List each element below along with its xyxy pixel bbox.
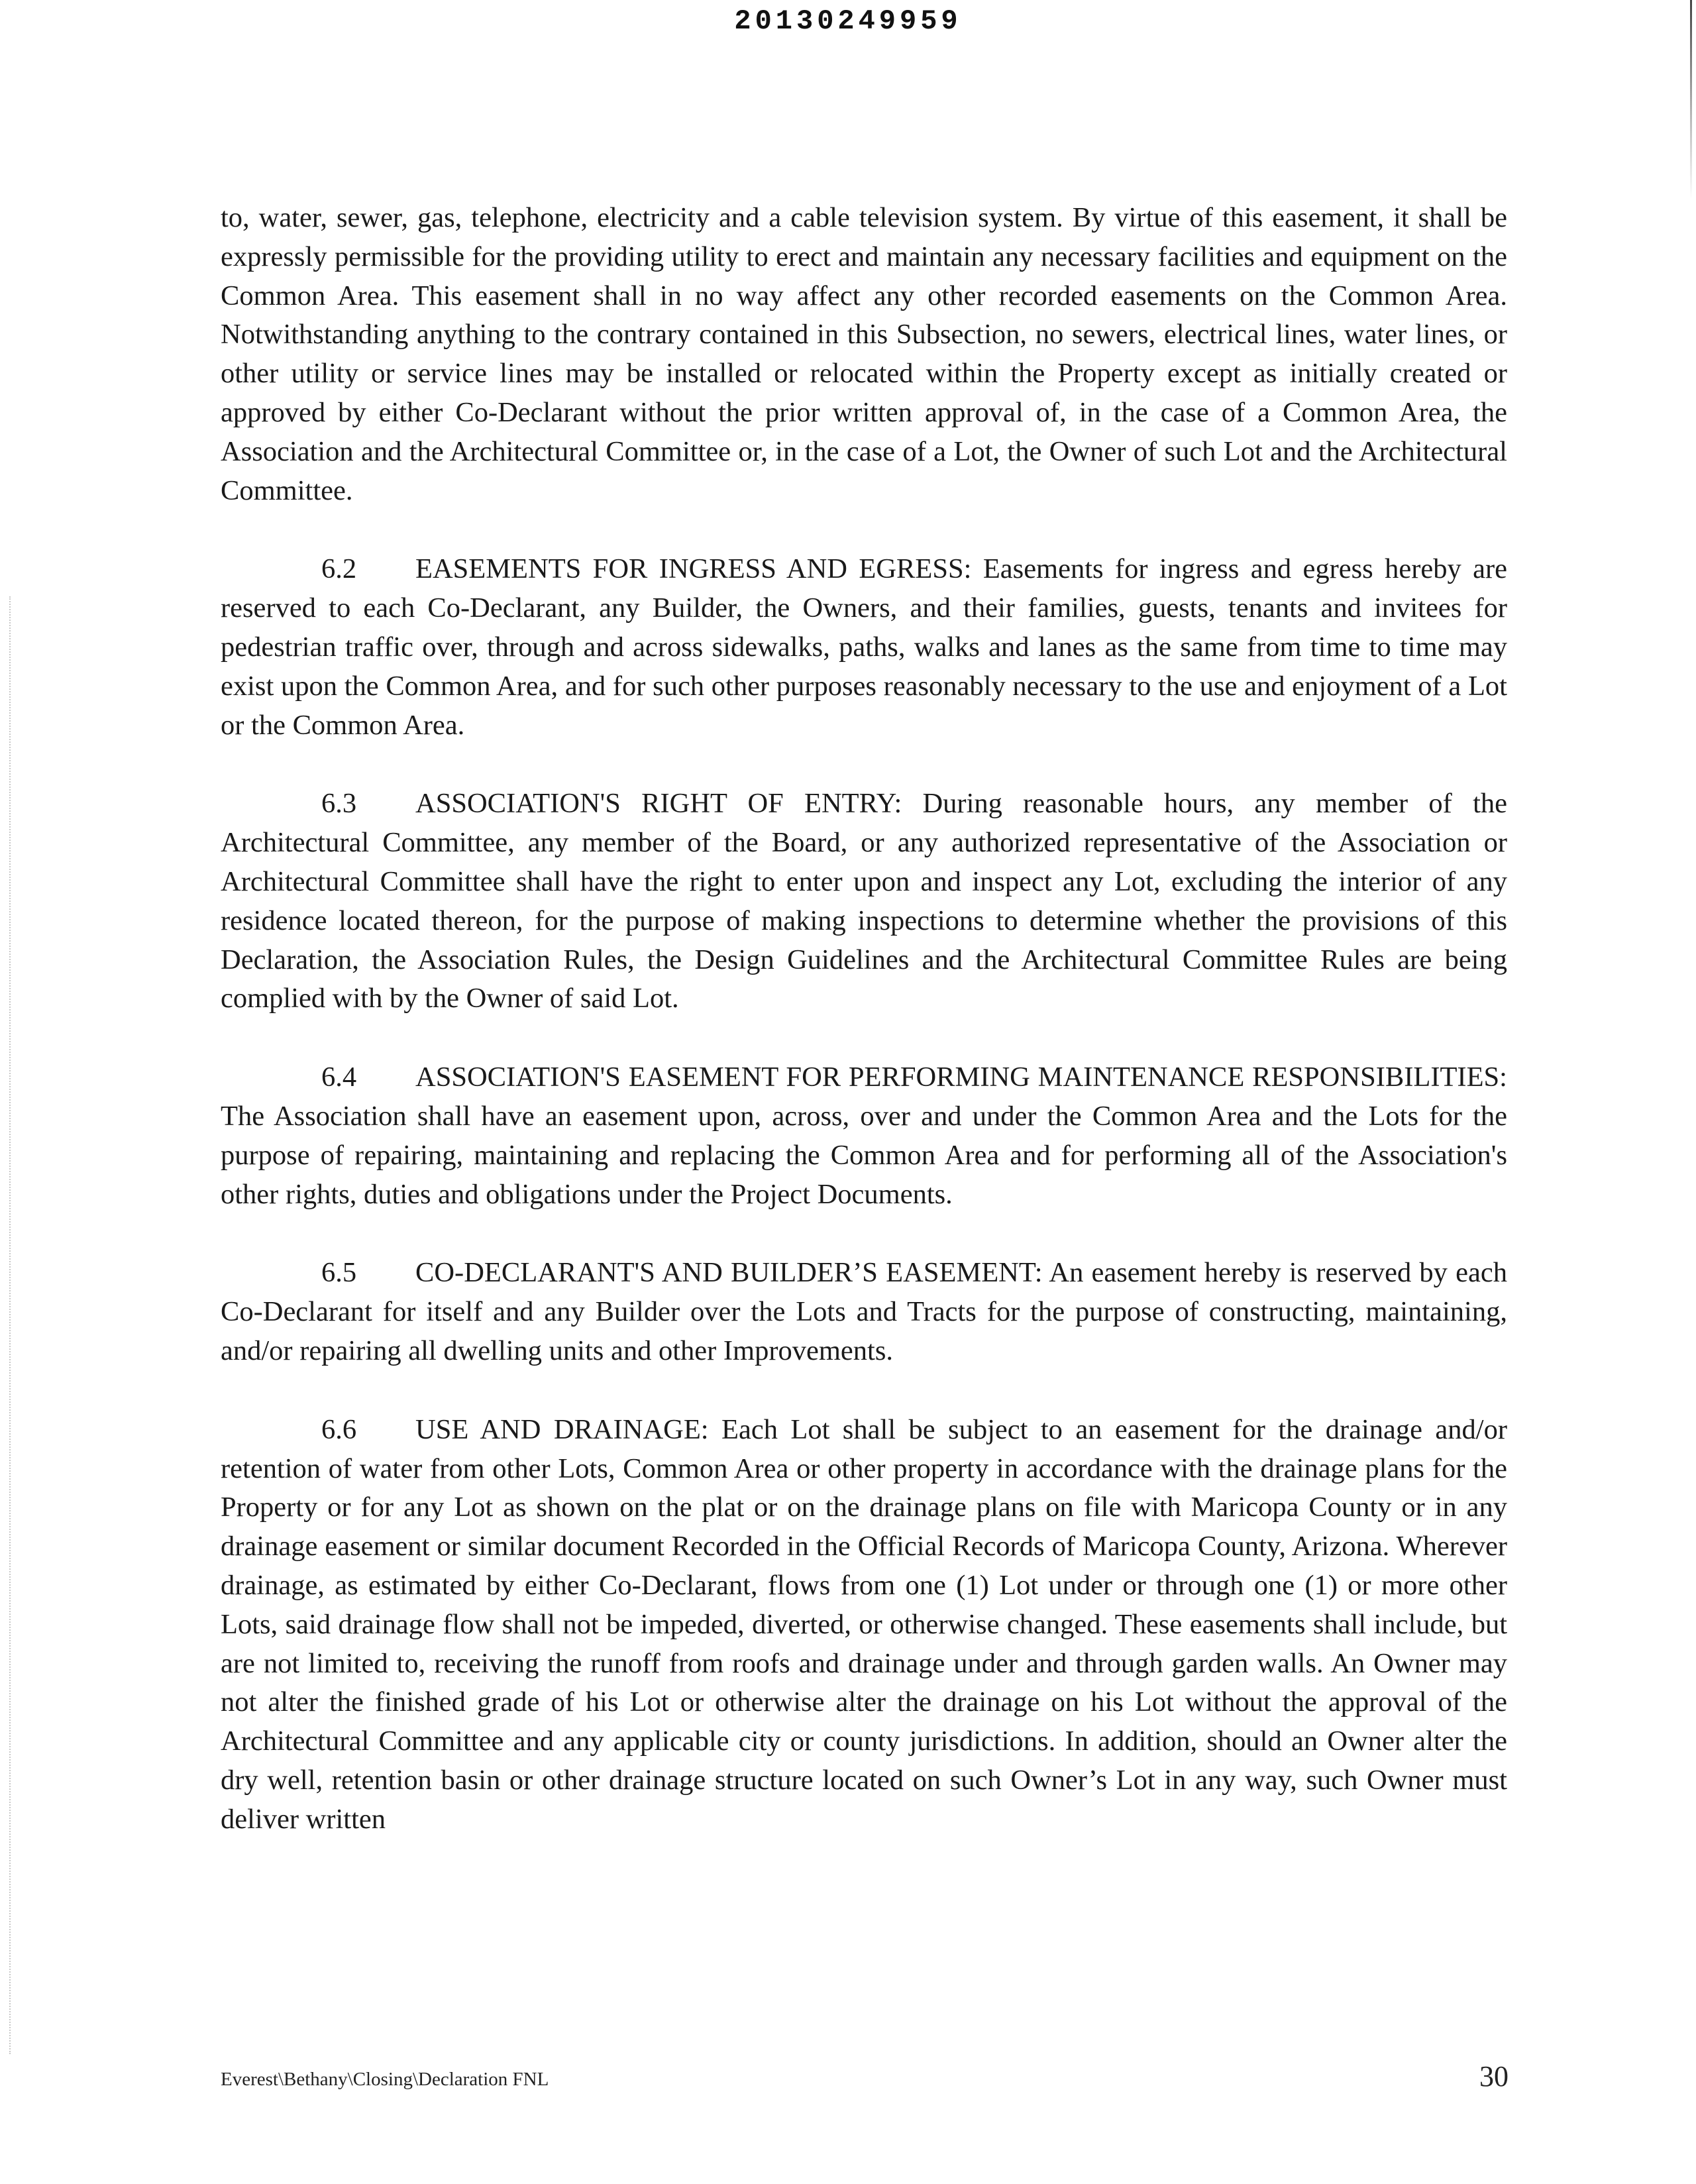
section-6-6	[221, 1411, 1507, 1839]
section-text: USE AND DRAINAGE: Each Lot shall be subject to an easement for the drainage and/or retention of water from other Lots, Common Area or other property in accordance with the drainage plans for the Property or for any Lot as shown on the plat or on the drainage plans on file with Maricopa County or in any drainage easement or similar document Recorded in the Official Records of Maricopa County, Arizona. Wherever drainage, as estimated by either Co-Declarant, flows from one (1) Lot under or through one (1) or more other Lots, said drainage flow shall not be impeded, diverted, or otherwise changed. These easements shall include, but are not limited to, receiving the runoff from roofs and drainage under and through garden walls. An Owner may not alter the finished grade of his Lot or otherwise alter the drainage on his Lot without the approval of the Architectural Committee and any applicable city or county jurisdictions. In addition, should an Owner alter the dry well, retention basin or other drainage structure located on such Owner’s Lot in any way, such Owner must deliver written	[221, 1413, 1507, 1835]
section-text: ASSOCIATION'S RIGHT OF ENTRY: During reasonable hours, any member of the Architectural Committee, any member of the Board, or any authorized representative of the Association or Architectural Committee shall have the right to enter upon and inspect any Lot, excluding the interior of any residence located thereon, for the purpose of making inspections to determine whether the provisions of this Declaration, the Association Rules, the Design Guidelines and the Architectural Committee Rules are being complied with by the Owner of said Lot.	[221, 788, 1507, 1014]
section-6-2	[221, 550, 1507, 745]
section-text: EASEMENTS FOR INGRESS AND EGRESS: Easements for ingress and egress hereby are reserved to each Co-Declarant, any Builder, the Owners, and their families, guests, tenants and invitees for pedestrian traffic over, through and across sidewalks, paths, walks and lanes as the same from time to time may exist upon the Common Area, and for such other purposes reasonably necessary to the use and enjoyment of a Lot or the Common Area.	[221, 553, 1507, 741]
section-text: CO-DECLARANT'S AND BUILDER’S EASEMENT: An easement hereby is reserved by each Co-Declarant for itself and any Builder over the Lots and Tracts for the purpose of constructing, maintaining, and/or repairing all dwelling units and other Improvements.	[221, 1257, 1507, 1366]
section-6-4	[221, 1058, 1507, 1214]
section-6-3	[221, 785, 1507, 1018]
recording-number: 20130249959	[734, 5, 962, 37]
footer-file-path: Everest\Bethany\Closing\Declaration FNL	[221, 2069, 549, 2090]
section-number: 6.6	[321, 1413, 357, 1445]
page-number: 30	[1479, 2060, 1509, 2093]
scan-margin-dots	[9, 596, 12, 2054]
document-body	[221, 199, 1507, 1879]
section-6-5	[221, 1254, 1507, 1370]
section-number: 6.4	[321, 1062, 357, 1093]
section-text: ASSOCIATION'S EASEMENT FOR PERFORMING MAINTENANCE RESPONSIBILITIES: The Association shall have an easement upon, across, over and under the Common Area and the Lots for the purpose of repairing, maintaining and replacing the Common Area and for performing all of the Association's other rights, duties and obligations under the Project Documents.	[221, 1062, 1507, 1210]
section-number: 6.3	[321, 788, 357, 820]
continued-paragraph: to, water, sewer, gas, telephone, electricity and a cable television system. By virtue of this easement, it shall be expressly permissible for the providing utility to erect and maintain any necessary facilities and equipment on the Common Area. This easement shall in no way affect any other recorded easements on the Common Area. Notwithstanding anything to the contrary contained in this Subsection, no sewers, electrical lines, water lines, or other utility or service lines may be installed or relocated within the Property except as initially created or approved by either Co-Declarant without the prior written approval of, in the case of a Common Area, the Association and the Architectural Committee or, in the case of a Lot, the Owner of such Lot and the Architectural Committee.	[221, 202, 1507, 506]
section-number: 6.5	[321, 1257, 357, 1289]
section-number: 6.2	[321, 553, 357, 585]
